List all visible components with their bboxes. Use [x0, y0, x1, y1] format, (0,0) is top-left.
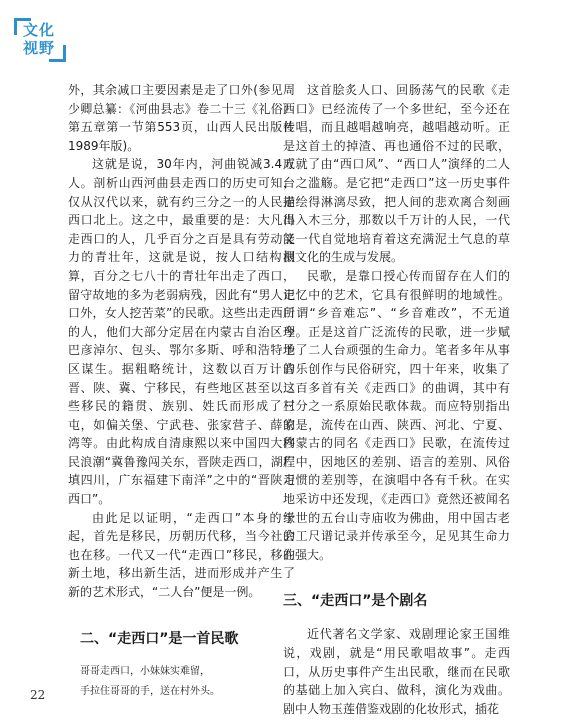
- left-paragraph-1: 外，其余减口主要因素是走了口外(参见周少卿总纂：《河曲县志》卷二十三《礼俗》第五章第一节第553页，山西人民出版社1989年版)。: [68, 83, 295, 153]
- right-paragraph-3: 近代著名文学家、戏剧理论家王国维说，戏剧，就是“用民歌唱故事”。走西口，从历史事件产生出民歌，继而在民歌的基础上加入宾白、做科，演化为戏曲。剧中人物玉莲借鉴戏剧的化妆形式，插花: [283, 627, 510, 716]
- section-logo: [14, 18, 66, 62]
- page-number: 22: [30, 688, 46, 702]
- left-column: [68, 81, 295, 702]
- song-line-2: 手拉住哥哥的手，送在村外头。: [80, 685, 220, 697]
- right-column: [283, 81, 510, 718]
- left-paragraph-3: 由此足以证明，“走西口”本身的缘起，首先是移民，历朝历代移，当今社会也在移。一代又一代“走西口”移民，移在新土地，移出新生活，进而形成并产生了新的艺术形式，“二人台”便是一例。: [68, 510, 295, 600]
- song-line-1: 哥哥走西口，小妹妹实难留，: [80, 665, 210, 677]
- song-lyrics: [68, 662, 295, 702]
- logo-text-line2: 视野: [23, 39, 56, 57]
- section-heading-2: 二、“走西口”是一首民歌: [80, 630, 239, 647]
- right-paragraph-2: 民歌，是靠口授心传而留存在人们的记忆中的艺术，它具有很鲜明的地域性。所谓“乡音难忘”、“乡音难改”，不无道理。正是这首广泛流传的民歌，进一步赋予了二人台顽强的生命力。笔者多年从事音乐创作与民俗研究，四十年来，收集了二百多首有关《走西口》的曲调，其中有三分之一系原始民歌体裁。而应特别指出的是，流传在山西、陕西、河北、宁夏、内蒙古的同名《走西口》民歌，在流传过程中，因地区的差别、语言的差别、风俗习惯的差别等，在演唱中各有千秋。在实地采访中还发现，《走西口》竟然还被闻名于世的五台山寺庙收为佛曲，用中国古老的工尺谱记录并传承至今，足见其生命力的强大。: [283, 268, 510, 562]
- left-paragraph-2: 这就是说，30年内，河曲锐减3.4万人。剖析山西河曲县走西口的历史可知，仅从汉代以来，就有约三分之一的人民走西口北上。这之中，最重要的是：大凡出走西口的人，几乎百分之百是具有劳动能力的青壮年，这就是说，按人口结构测算，百分之七八十的青壮年出走了西口，留守故地的多为老弱病残，因此有“男人走口外，女人挖苦菜”的民歌。这些出走西口的人，他们大部分定居在内蒙古自治区今巴彦淖尔、包头、鄂尔多斯、呼和浩特地区谋生。据粗略统计，这数以百万计的晋、陕、冀、宁移民，有些地区甚至以这些移民的籍贯、族别、姓氏而形成了村屯，如偏关堡、宁武巷、张家营子、薛家湾等。由此构成自清康熙以来中国四大移民浪潮“冀鲁豫闯关东，晋陕走西口，湖广填四川，广东福建下南洋”之中的“晋陕走西口”。: [68, 157, 295, 507]
- right-paragraph-1: 这首脍炙人口、回肠荡气的民歌《走西口》已经流传了一个多世纪，至今还在传唱，而且越唱越响亮，越唱越动听。正是这首土的掉渣、再也通俗不过的民歌，成就了由“西口风”、“西口人”演绎的二人台之滥觞。是它把“走西口”这一历史事件描绘得淋漓尽致，把人间的悲欢离合刻画得入木三分，那数以千万计的人民，一代又一代自觉地培育着这充满泥土气息的草根文化的生成与发展。: [283, 83, 510, 265]
- section-heading-3: 三、“走西口”是个剧名: [283, 593, 428, 610]
- logo-text-line1: 文化: [23, 21, 56, 39]
